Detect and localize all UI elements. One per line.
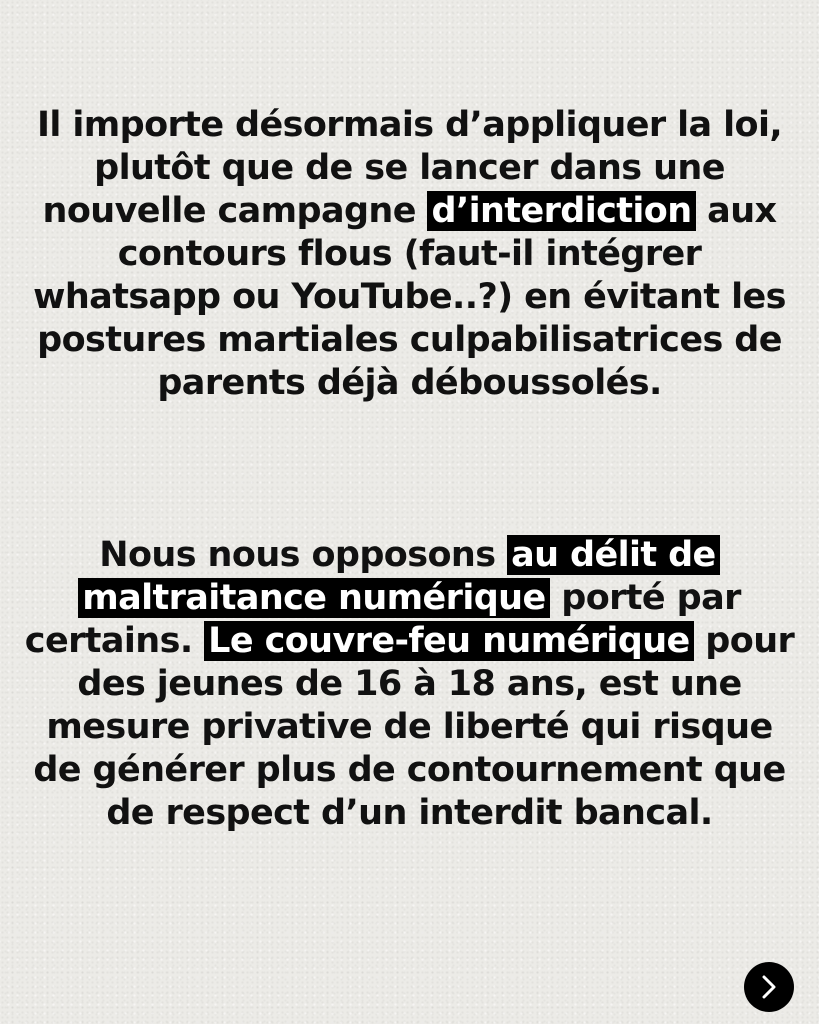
paragraph-1-text-before: Il importe désormais d’appliquer la loi, plutôt que de se lancer dans une nouvelle campagne	[36, 105, 783, 231]
paragraph-1-highlight: d’interdiction	[427, 191, 695, 231]
chevron-right-icon	[758, 974, 780, 1000]
paragraph-1	[20, 104, 799, 405]
paragraph-2-text-middle: porté par certains.	[24, 578, 741, 661]
paragraph-1-text-after: aux contours flous (faut-il intégrer whatsapp ou YouTube..?) en évitant les postures martiales culpabilisatrices de parents déjà déboussolés.	[33, 191, 786, 403]
paragraph-2-text-after: pour des jeunes de 16 à 18 ans, est une mesure privative de liberté qui risque de générer plus de contournement que de respect d’un interdit bancal.	[33, 621, 795, 833]
paragraph-2-text-before: Nous nous opposons	[99, 535, 496, 575]
paragraph-2-highlight-1: au délit de maltraitance numérique	[78, 535, 720, 618]
paragraph-2-highlight-2: Le couvre-feu numérique	[204, 621, 694, 661]
paragraph-2	[20, 534, 799, 835]
next-slide-button[interactable]	[744, 962, 794, 1012]
